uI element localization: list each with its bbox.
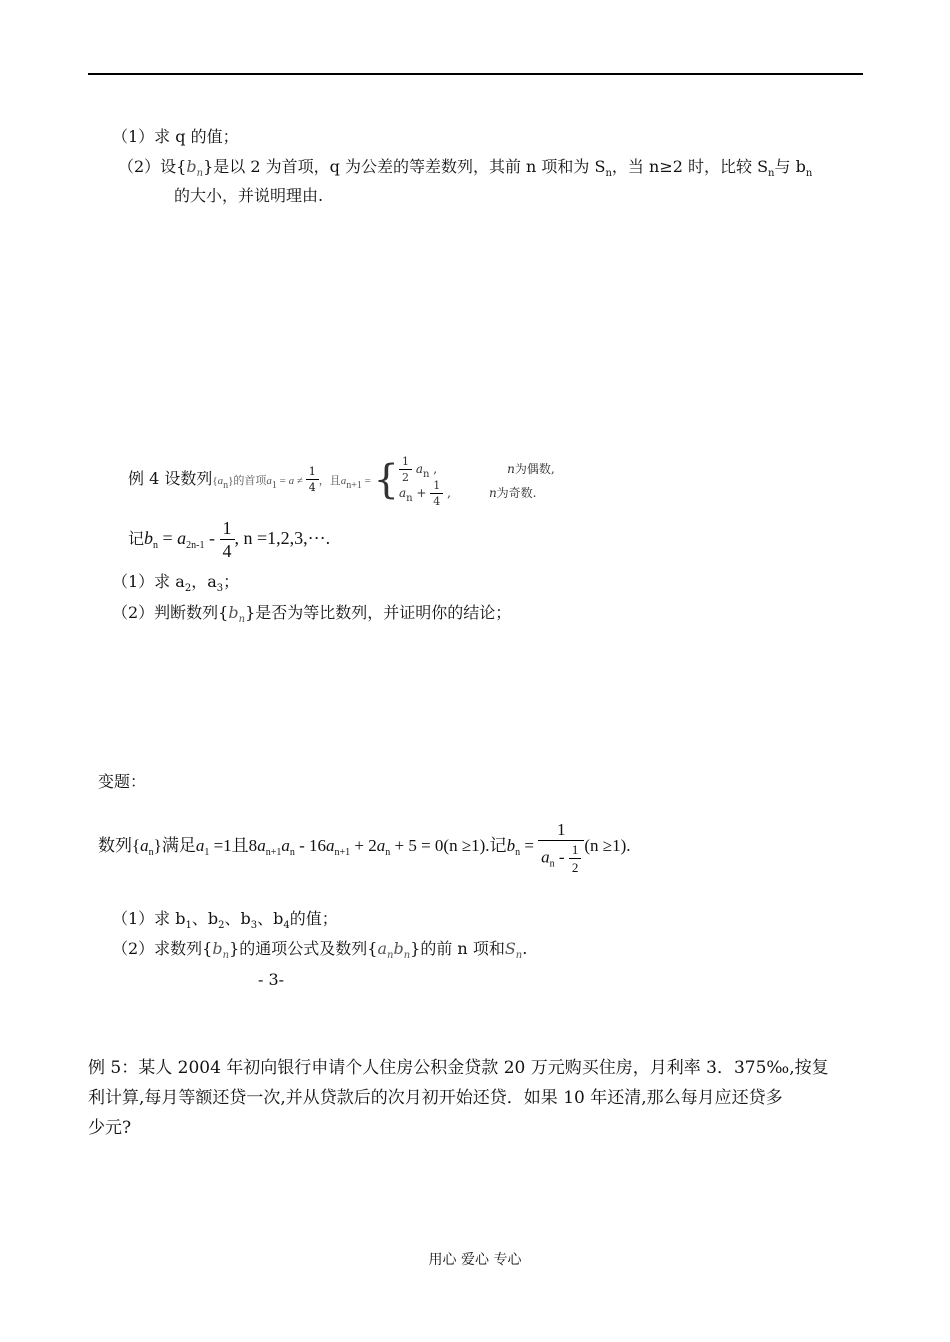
ex5-line1: 例 5：某人 2004 年初向银行申请个人住房公积金贷款 20 万元购买住房，月利率 3．375‰,按复 — [88, 1058, 829, 1078]
header-rule — [88, 73, 863, 75]
variant-part2: （2）求数列$\{b_n\}$的通项公式及数列$\{a_nb_n\}$的前 n 项和$S_n$. — [112, 939, 528, 961]
page-footer: 用心 爱心 专心 — [428, 1252, 522, 1268]
ex5-line2: 利计算,每月等额还贷一次,并从贷款后的次月初开始还贷．如果 10 年还清,那么每月应还贷多 — [88, 1088, 783, 1108]
q1-part1: （1）求 q 的值； — [112, 127, 239, 146]
ex5-line3: 少元? — [88, 1118, 132, 1138]
ex4-part2: （2）判断数列$\{b_n\}$是否为等比数列，并证明你的结论； — [112, 603, 512, 625]
ex4-definition: 记$b_n = a_{2n-1}$ - $\frac{1}{4}$ , n =1,2,3,···. — [128, 518, 331, 562]
q1-part2-cont: 的大小，并说明理由. — [174, 186, 324, 205]
ex4-stem: 例 4 设数列{an}的首项a1 = a ≠ $\frac{1}{4}$ ，且an+1 = { $\frac{1}{2}$ $a_n$ , n为偶数, $a_n$ + $\frac{1}{4}$ , n为奇数. — [128, 454, 555, 508]
ex4-part1: （1）求 $a_2$，$a_3$； — [112, 572, 240, 594]
variant-stem: 数列$\{a_n\}$满足$a_1 =1$且$8a_{n+1}a_n - 16a_{n+1} + 2a_n + 5 = 0(n \ge 1)$.记$b_n$ = 1 $a_n$ - $\frac{1}{2}$ (n ≥1). — [98, 819, 631, 875]
variant-part1: （1）求 $b_1$、$b_2$、$b_3$、$b_4$的值； — [112, 909, 338, 931]
q1-part2: （2）设$\{b_n\}$是以 2 为首项，q 为公差的等差数列，其前 n 项和为 $S_n$，当 n≥2 时，比较 $S_n$与 $b_n$ — [118, 157, 813, 179]
variant-title: 变题： — [98, 772, 147, 791]
page-number: - 3- — [258, 970, 285, 989]
